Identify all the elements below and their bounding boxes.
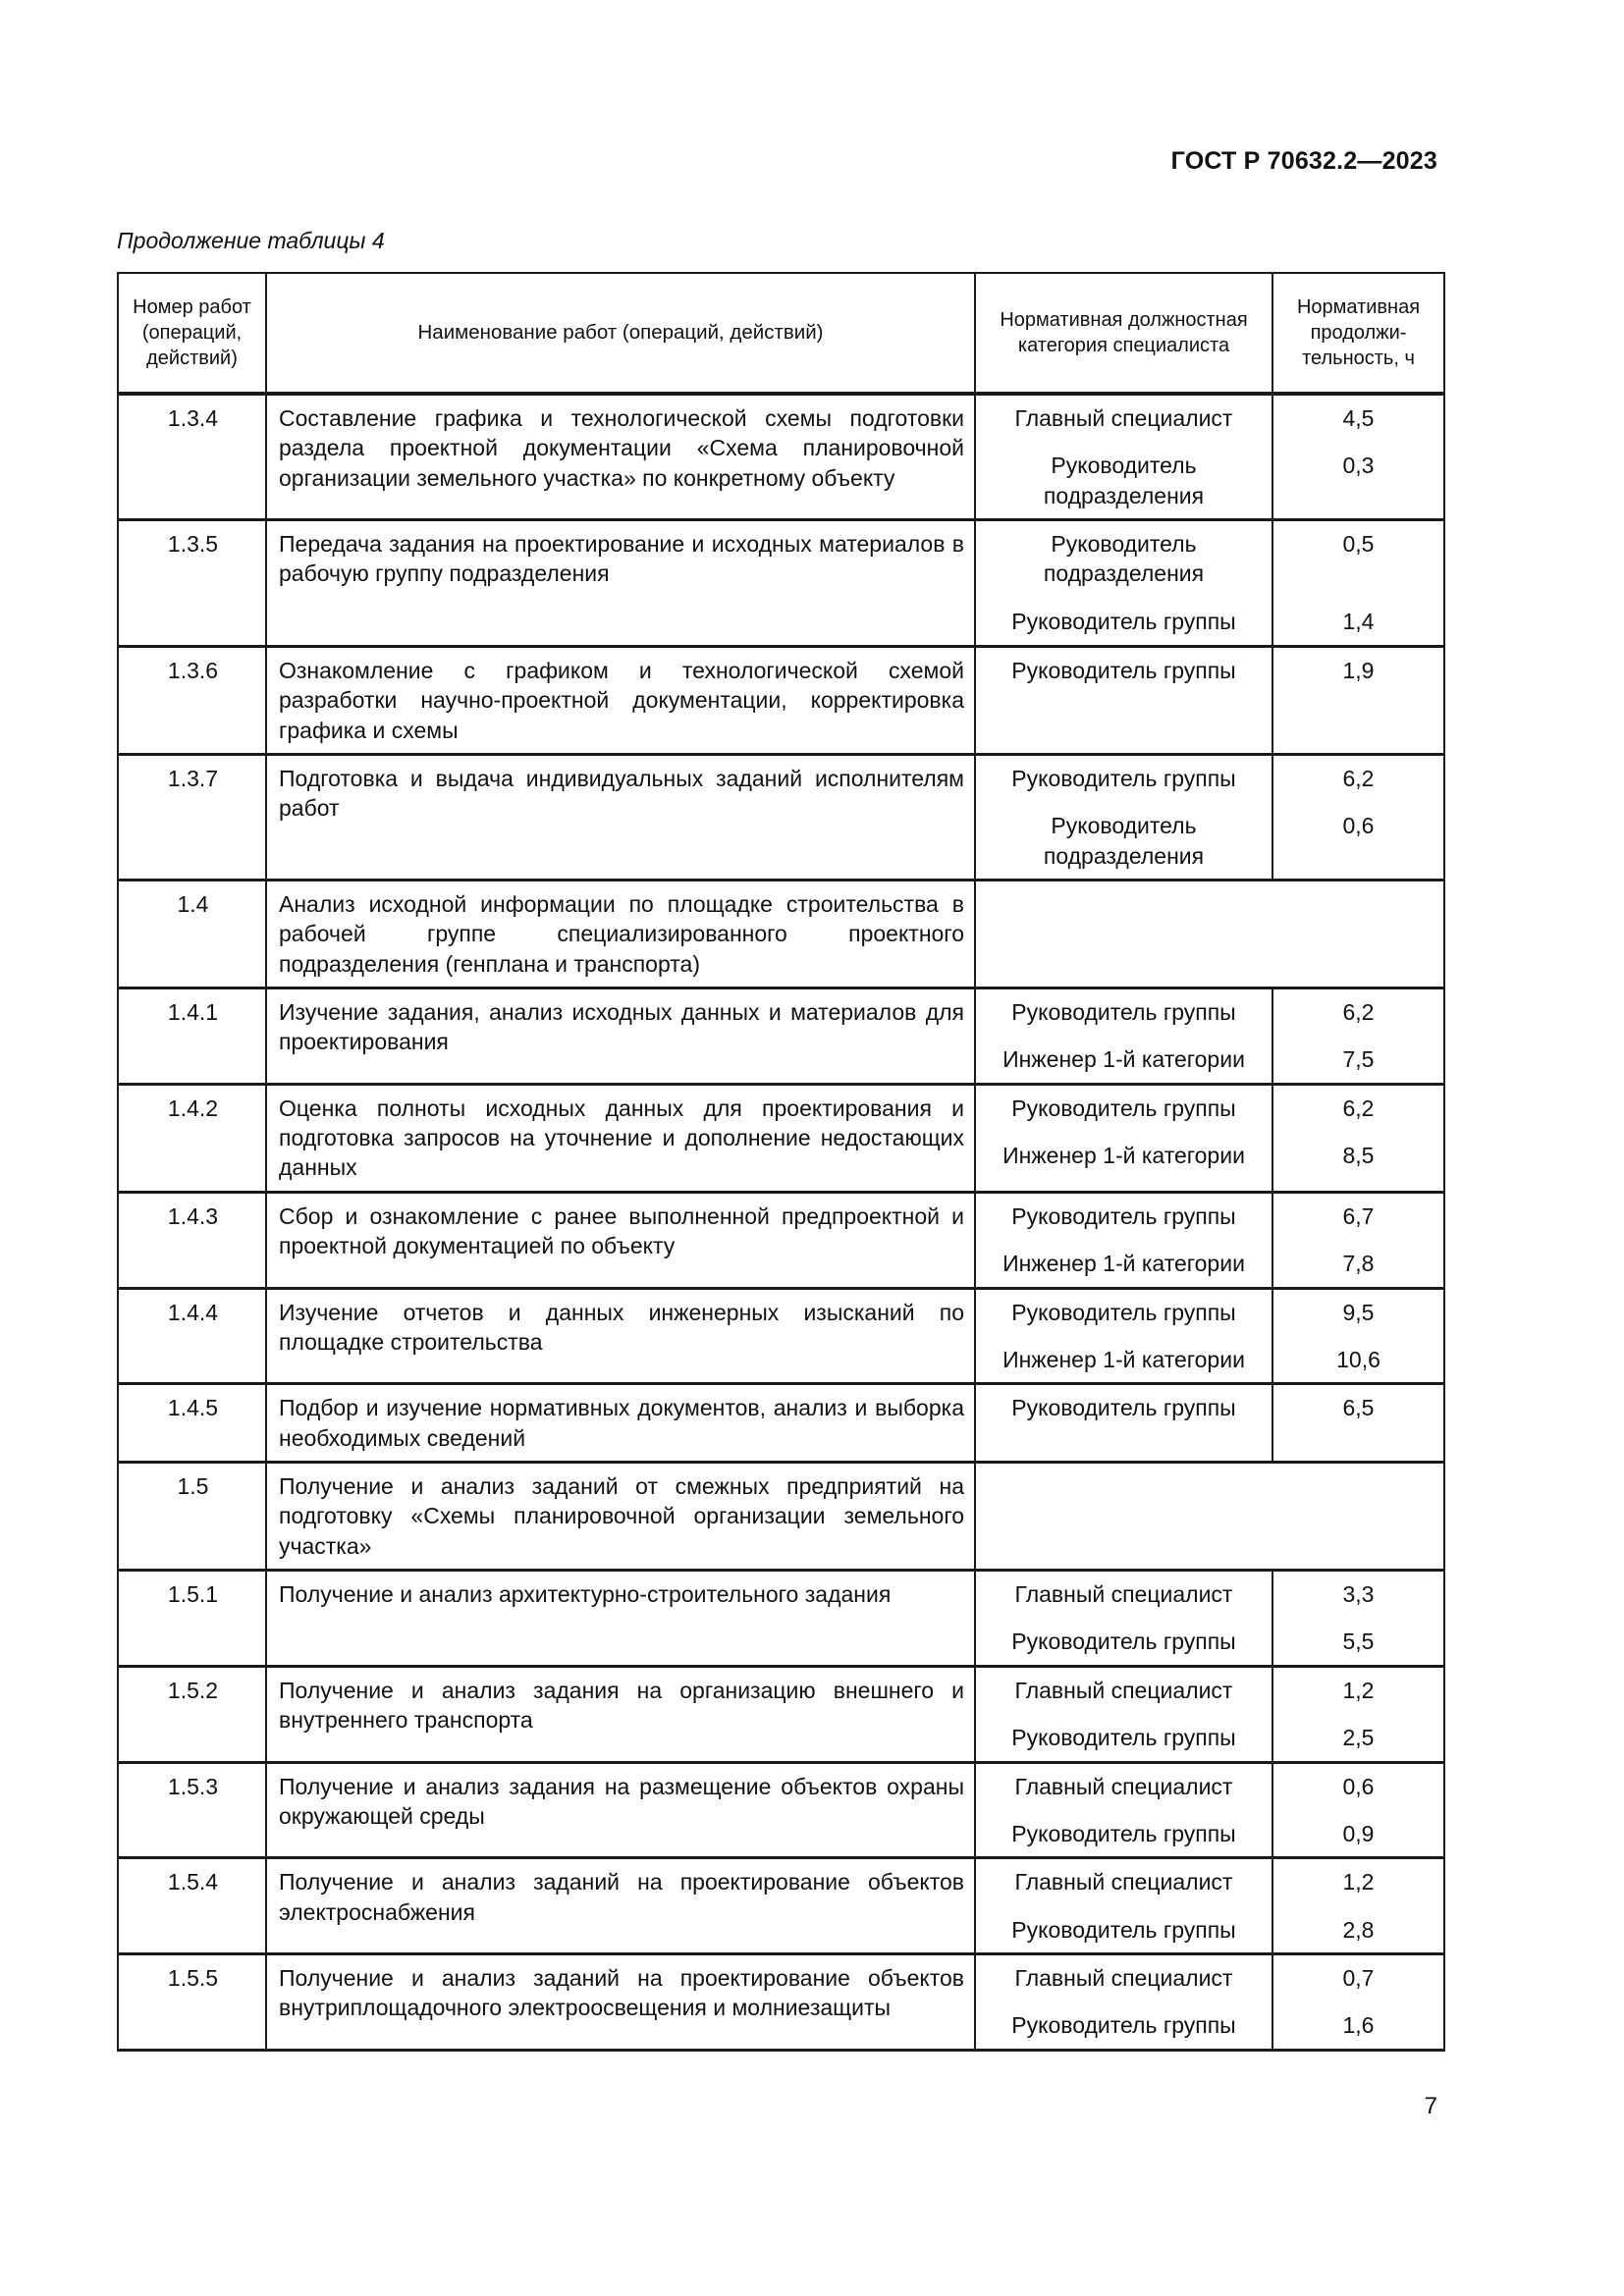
specialist-category-cell [975, 1288, 1272, 1384]
specialist-category: Руководитель подразделения [1043, 813, 1205, 869]
duration-value: 8,5 [1342, 1143, 1375, 1169]
specialist-category: Руководитель группы [1011, 999, 1236, 1026]
specialist-category: Руководитель подразделения [1043, 453, 1205, 508]
duration-value: 1,4 [1342, 609, 1375, 635]
specialist-category: Инженер 1-й категории [1002, 1251, 1245, 1277]
specialist-category-cell [975, 1666, 1272, 1762]
duration-value: 9,5 [1342, 1299, 1375, 1325]
work-code-cell: 1.5 [118, 1462, 266, 1570]
specialist-category: Главный специалист [1014, 1773, 1233, 1799]
work-name-cell: Получение и анализ заданий на проектирование объектов электроснабжения [266, 1858, 975, 1954]
duration-cell [1272, 1384, 1444, 1463]
work-name-cell: Получение и анализ заданий от смежных предприятий на подготовку «Схемы планировочной организации земельного участка» [266, 1462, 975, 1570]
duration-cell [1272, 646, 1444, 754]
duration-value: 1,2 [1342, 1677, 1375, 1703]
duration-value: 10,6 [1336, 1346, 1380, 1372]
work-code-cell: 1.4 [118, 880, 266, 988]
page-number: 7 [1424, 2093, 1437, 2119]
specialist-category: Руководитель группы [1011, 1095, 1236, 1121]
duration-value: 0,5 [1342, 531, 1375, 558]
duration-cell [1272, 754, 1444, 880]
duration-value: 0,3 [1342, 453, 1375, 479]
table-header-row [118, 273, 1444, 394]
duration-value: 7,8 [1342, 1251, 1375, 1277]
work-name-cell: Анализ исходной информации по площадке строительства в рабочей группе специализированного проектного подразделения (генплана и транспорта) [266, 880, 975, 988]
specialist-category: Инженер 1-й категории [1002, 1346, 1245, 1372]
column-header-hours: Нормативная продолжи-тельность, ч [1272, 273, 1444, 394]
table-row [118, 1084, 1444, 1192]
work-name-cell: Получение и анализ заданий на проектирование объектов внутриплощадочного электроосвещения и молниезащиты [266, 1953, 975, 2050]
specialist-category: Главный специалист [1014, 1964, 1233, 1991]
table-row [118, 1462, 1444, 1570]
duration-value: 2,8 [1342, 1916, 1375, 1943]
specialist-category: Главный специалист [1014, 1581, 1233, 1608]
specialist-category: Руководитель группы [1011, 765, 1236, 791]
specialist-category: Главный специалист [1014, 405, 1233, 431]
duration-cell [1272, 1762, 1444, 1858]
work-code-cell: 1.3.4 [118, 394, 266, 520]
specialist-category-cell [975, 1858, 1272, 1954]
work-code-cell: 1.3.6 [118, 646, 266, 754]
duration-cell [1272, 1666, 1444, 1762]
table-row [118, 1384, 1444, 1463]
work-name-cell: Получение и анализ задания на организацию внешнего и внутреннего транспорта [266, 1666, 975, 1762]
specialist-category-cell [975, 1384, 1272, 1463]
work-name-cell: Получение и анализ архитектурно-строительного задания [266, 1571, 975, 1667]
table-row [118, 520, 1444, 647]
specialist-category-cell [975, 520, 1272, 647]
column-header-code: Номер работ (операций, действий) [118, 273, 266, 394]
document-code: ГОСТ Р 70632.2—2023 [1170, 147, 1437, 175]
duration-value: 6,2 [1342, 999, 1375, 1026]
duration-value: 6,2 [1342, 1095, 1375, 1121]
duration-value: 6,2 [1342, 765, 1375, 791]
table-caption: Продолжение таблицы 4 [117, 228, 385, 253]
column-header-role: Нормативная должностная категория специалиста [975, 273, 1272, 394]
work-code-cell: 1.5.2 [118, 1666, 266, 1762]
specialist-category: Руководитель группы [1011, 1299, 1236, 1325]
column-header-name: Наименование работ (операций, действий) [266, 273, 975, 394]
specialist-category: Руководитель группы [1011, 1916, 1236, 1943]
duration-cell [1272, 1953, 1444, 2050]
duration-cell [1272, 520, 1444, 647]
table-row [118, 1192, 1444, 1288]
table-row [118, 754, 1444, 880]
duration-value: 0,9 [1342, 1820, 1375, 1846]
table-row [118, 1858, 1444, 1954]
specialist-category-cell [975, 1571, 1272, 1667]
work-name-cell: Подбор и изучение нормативных документов, анализ и выборка необходимых сведений [266, 1384, 975, 1463]
table-row [118, 880, 1444, 988]
work-code-cell: 1.5.1 [118, 1571, 266, 1667]
duration-value: 1,9 [1342, 657, 1375, 683]
work-name-cell: Составление графика и технологической схемы подготовки раздела проектной документации «Схема планировочной организации земельного участка» по конкретному объекту [266, 394, 975, 520]
work-name-cell: Подготовка и выдача индивидуальных заданий исполнителям работ [266, 754, 975, 880]
specialist-category: Руководитель группы [1011, 608, 1236, 634]
specialist-category-cell [975, 1462, 1444, 1570]
duration-cell [1272, 1192, 1444, 1288]
specialist-category: Инженер 1-й категории [1002, 1046, 1245, 1073]
table-header [118, 273, 1444, 394]
specialist-category: Руководитель группы [1011, 1820, 1236, 1846]
duration-cell [1272, 1288, 1444, 1384]
duration-value: 2,5 [1342, 1725, 1375, 1751]
work-code-cell: 1.3.5 [118, 520, 266, 647]
specialist-category: Главный специалист [1014, 1677, 1233, 1703]
work-name-cell: Изучение отчетов и данных инженерных изысканий по площадке строительства [266, 1288, 975, 1384]
table-row [118, 1762, 1444, 1858]
specialist-category-cell [975, 880, 1444, 988]
work-code-cell: 1.4.5 [118, 1384, 266, 1463]
specialist-category: Руководитель подразделения [1043, 531, 1205, 587]
specialist-category: Руководитель группы [1011, 1202, 1236, 1229]
specialist-category-cell [975, 988, 1272, 1085]
duration-value: 6,5 [1342, 1395, 1375, 1421]
duration-cell [1272, 1858, 1444, 1954]
work-name-cell: Передача задания на проектирование и исходных материалов в рабочую группу подразделения [266, 520, 975, 647]
table-row [118, 394, 1444, 520]
specialist-category: Руководитель группы [1011, 1629, 1236, 1655]
work-name-cell: Ознакомление с графиком и технологической схемой разработки научно-проектной документации, корректировка графика и схемы [266, 646, 975, 754]
specialist-category-cell [975, 1953, 1272, 2050]
duration-value: 4,5 [1342, 405, 1375, 431]
specialist-category-cell [975, 754, 1272, 880]
work-name-cell: Сбор и ознакомление с ранее выполненной предпроектной и проектной документацией по объекту [266, 1192, 975, 1288]
table-row [118, 646, 1444, 754]
work-code-cell: 1.5.5 [118, 1953, 266, 2050]
duration-value: 0,7 [1342, 1964, 1375, 1991]
duration-value: 1,2 [1342, 1869, 1375, 1896]
specialist-category-cell [975, 1192, 1272, 1288]
duration-value: 6,7 [1342, 1202, 1375, 1229]
duration-cell [1272, 1084, 1444, 1192]
work-code-cell: 1.4.3 [118, 1192, 266, 1288]
work-name-cell: Получение и анализ задания на размещение объектов охраны окружающей среды [266, 1762, 975, 1858]
work-code-cell: 1.4.1 [118, 988, 266, 1085]
specialist-category: Руководитель группы [1011, 657, 1236, 683]
duration-value: 7,5 [1342, 1046, 1375, 1073]
work-name-cell: Оценка полноты исходных данных для проектирования и подготовка запросов на уточнение и дополнение недостающих данных [266, 1084, 975, 1192]
work-code-cell: 1.5.4 [118, 1858, 266, 1954]
duration-cell [1272, 1571, 1444, 1667]
table-row [118, 988, 1444, 1085]
work-code-cell: 1.5.3 [118, 1762, 266, 1858]
table-row [118, 1288, 1444, 1384]
work-code-cell: 1.3.7 [118, 754, 266, 880]
table-row [118, 1571, 1444, 1667]
specialist-category: Руководитель группы [1011, 1395, 1236, 1421]
specialist-category: Главный специалист [1014, 1869, 1233, 1896]
specialist-category-cell [975, 646, 1272, 754]
work-code-cell: 1.4.4 [118, 1288, 266, 1384]
duration-value: 1,6 [1342, 2012, 1375, 2039]
specialist-category: Инженер 1-й категории [1002, 1143, 1245, 1169]
duration-value: 0,6 [1342, 1773, 1375, 1799]
work-code-cell: 1.4.2 [118, 1084, 266, 1192]
specialist-category: Руководитель группы [1011, 1725, 1236, 1751]
specialist-category-cell [975, 1762, 1272, 1858]
duration-value: 3,3 [1342, 1581, 1375, 1608]
specialist-category-cell [975, 394, 1272, 520]
duration-value: 5,5 [1342, 1629, 1375, 1655]
duration-cell [1272, 988, 1444, 1085]
norms-table [117, 272, 1445, 2052]
table-row [118, 1666, 1444, 1762]
duration-cell [1272, 394, 1444, 520]
table-body [118, 394, 1444, 2050]
work-name-cell: Изучение задания, анализ исходных данных и материалов для проектирования [266, 988, 975, 1085]
duration-value: 0,6 [1342, 813, 1375, 839]
specialist-category-cell [975, 1084, 1272, 1192]
specialist-category: Руководитель группы [1011, 2012, 1236, 2039]
table-row [118, 1953, 1444, 2050]
